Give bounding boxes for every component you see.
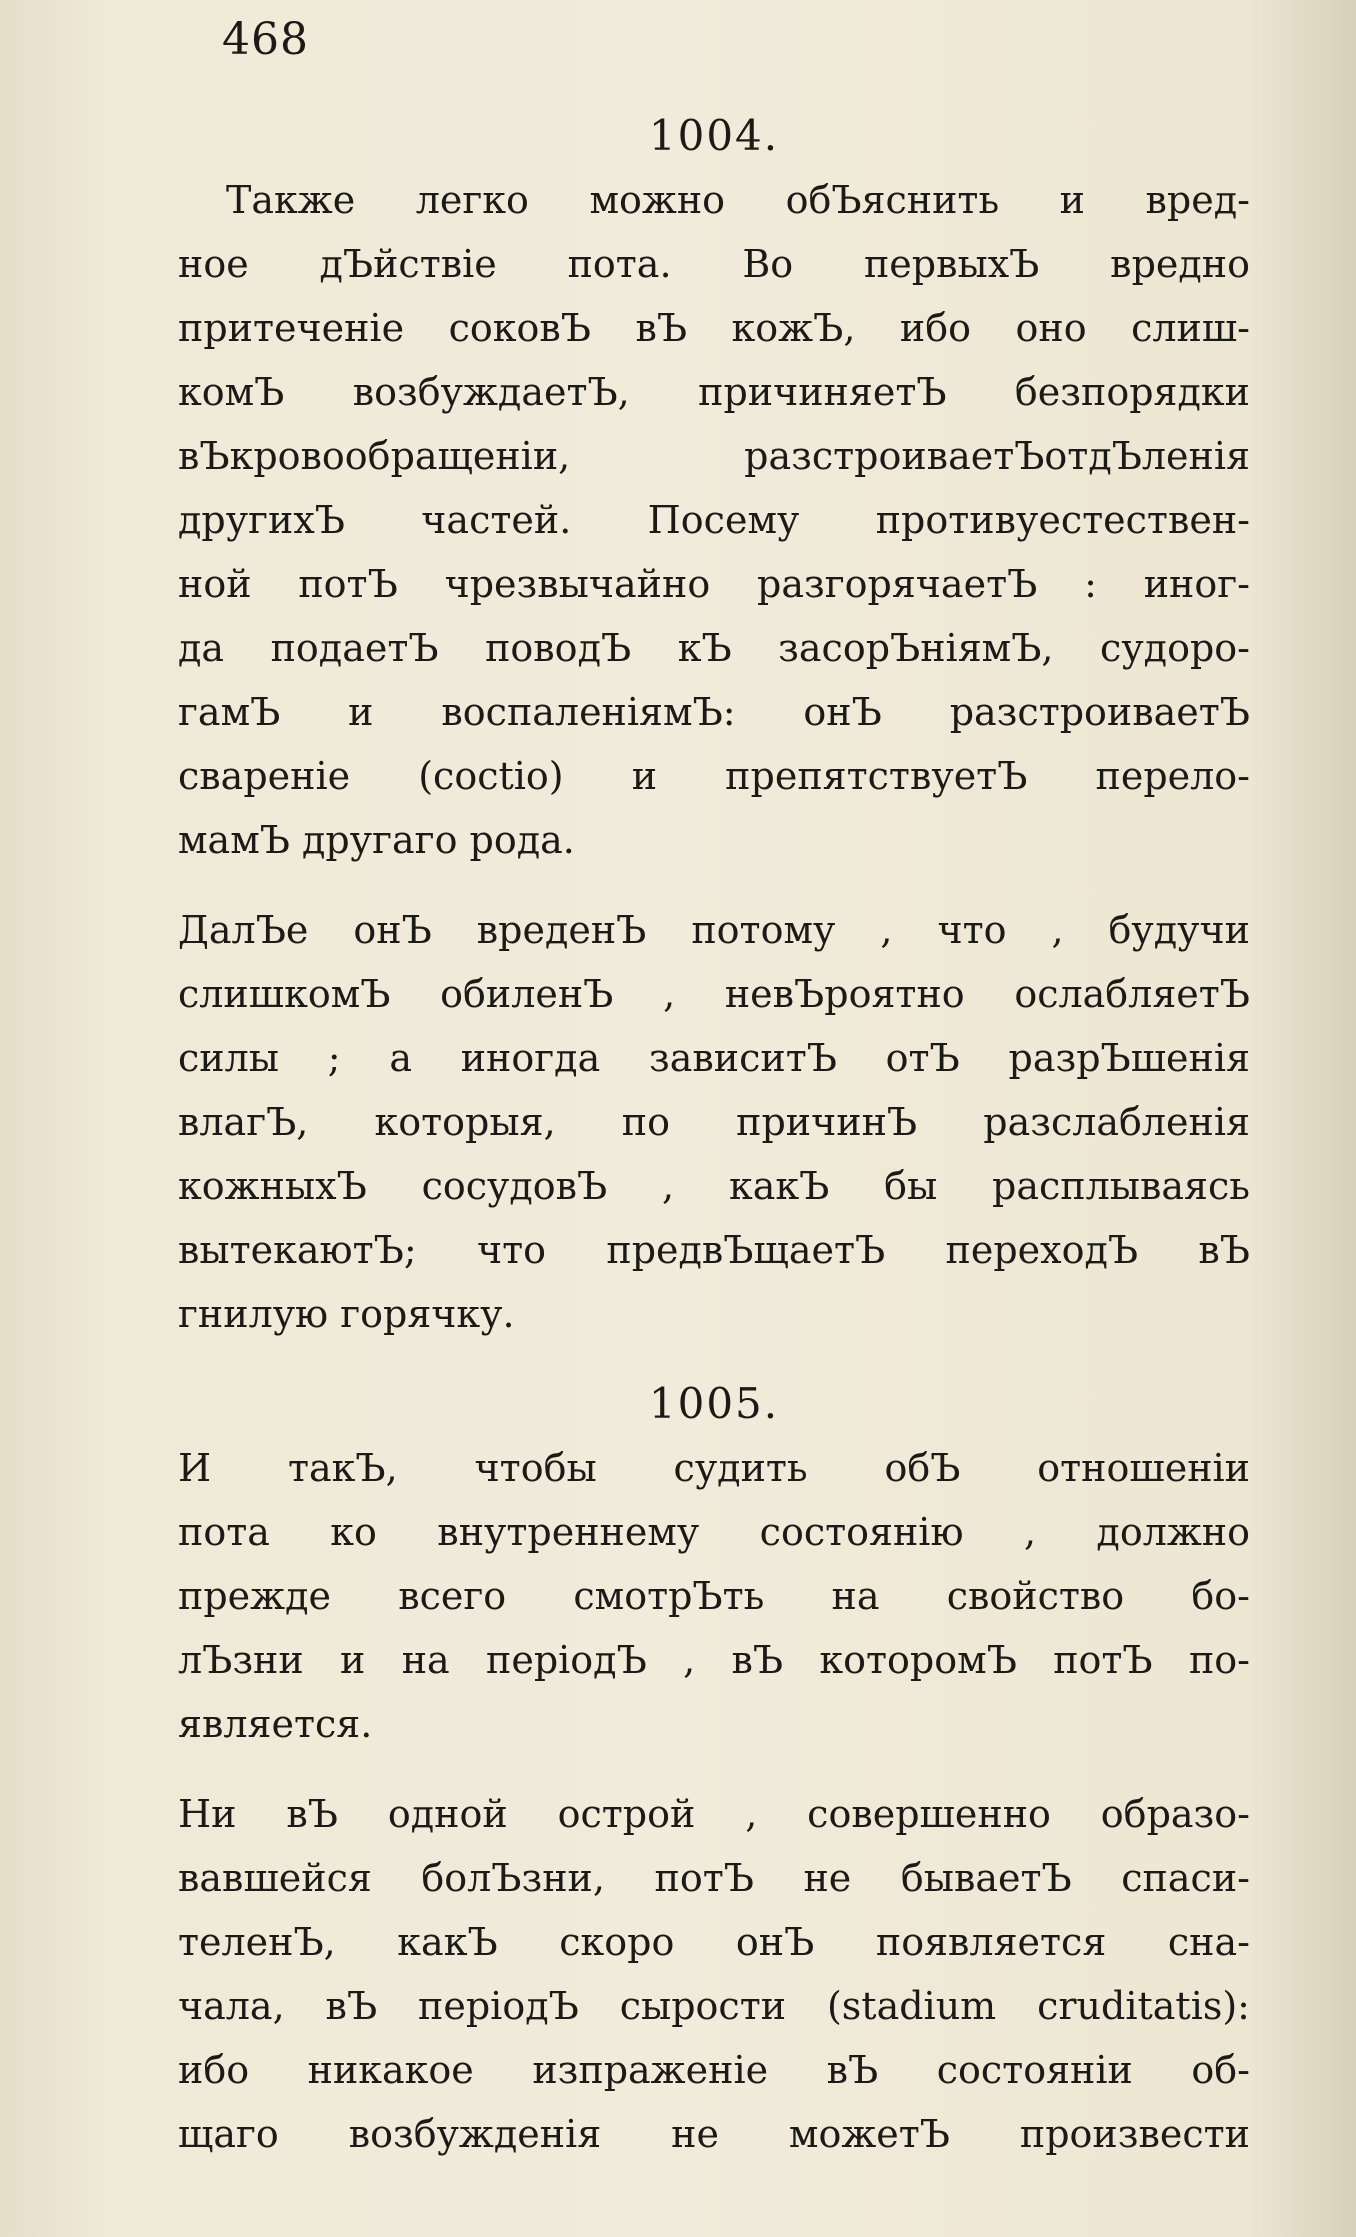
text-line: да подаетЪ поводЪ кЪ засорЪніямЪ, судоро-	[178, 626, 1250, 670]
text-line: притеченіе соковЪ вЪ кожЪ, ибо оно слиш-	[178, 306, 1250, 350]
text-line: ДалЪе онЪ вреденЪ потому , что , будучи	[178, 908, 1250, 952]
text-line: вавшейся болЪзни, потЪ не бываетЪ спаси-	[178, 1856, 1250, 1900]
text-block	[178, 104, 1250, 2192]
text-line: лЪзни и на періодЪ , вЪ которомЪ потЪ по-	[178, 1638, 1250, 1682]
section-number: 1005.	[648, 1379, 780, 1428]
paragraph	[178, 168, 1250, 872]
text-line: гамЪ и воспаленіямЪ: онЪ разстроиваетЪ	[178, 690, 1250, 734]
paragraph	[178, 1436, 1250, 1756]
text-line: свареніе (coctio) и препятствуетЪ перело-	[178, 754, 1250, 798]
text-line: мамЪ другаго рода.	[178, 818, 575, 862]
text-line: вЪкровообращеніи, разстроиваетЪотдЪленія	[178, 434, 1250, 478]
text-line: Ни вЪ одной острой , совершенно образо-	[178, 1792, 1250, 1836]
page-number: 468	[222, 14, 309, 65]
text-line: чала, вЪ періодЪ сырости (stadium cruditatis):	[178, 1984, 1250, 2028]
text-line: является.	[178, 1702, 373, 1746]
text-line: ное дЪйствіе пота. Во первыхЪ вредно	[178, 242, 1250, 286]
text-line: пота ко внутреннему состоянію , должно	[178, 1510, 1250, 1554]
text-line: гнилую горячку.	[178, 1292, 515, 1336]
text-line: слишкомЪ обиленЪ , невЪроятно ослабляетЪ	[178, 972, 1250, 1016]
text-line: ной потЪ чрезвычайно разгорячаетЪ : иног-	[178, 562, 1250, 606]
paragraph	[178, 1782, 1250, 2166]
text-line: прежде всего смотрЪть на свойство бо-	[178, 1574, 1250, 1618]
text-line: влагЪ, которыя, по причинЪ разслабленія	[178, 1100, 1250, 1144]
text-line: щаго возбужденія не можетЪ произвести	[178, 2112, 1250, 2156]
text-line: ибо никакое изпраженіе вЪ состояніи об-	[178, 2048, 1250, 2092]
text-line: комЪ возбуждаетЪ, причиняетЪ безпорядки	[178, 370, 1250, 414]
text-line: силы ; а иногда зависитЪ отЪ разрЪшенія	[178, 1036, 1250, 1080]
section-number: 1004.	[648, 111, 780, 160]
text-line: вытекаютЪ; что предвЪщаетЪ переходЪ вЪ	[178, 1228, 1250, 1272]
text-line: Также легко можно обЪяснить и вред-	[226, 178, 1250, 222]
text-line: кожныхЪ сосудовЪ , какЪ бы расплываясь	[178, 1164, 1250, 1208]
text-line: теленЪ, какЪ скоро онЪ появляется сна-	[178, 1920, 1250, 1964]
text-line: другихЪ частей. Посему противуестествен-	[178, 498, 1250, 542]
text-line: И такЪ, чтобы судить обЪ отношеніи	[178, 1446, 1250, 1490]
paragraph	[178, 898, 1250, 1346]
